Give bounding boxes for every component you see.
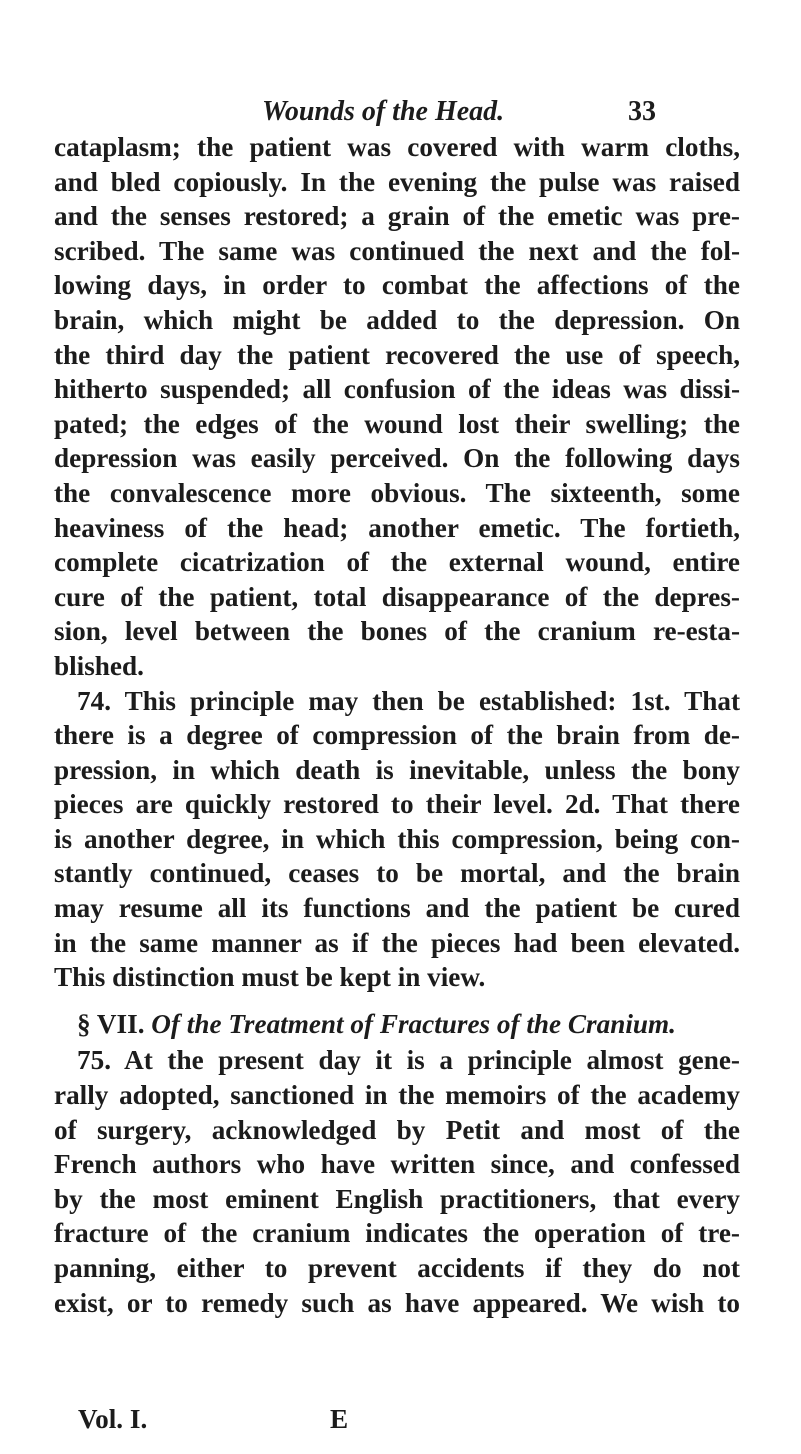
text-line: lowing days, in order to combat the affections of the [54, 270, 740, 301]
text-line: cure of the patient, total disappearance of the depres- [54, 581, 740, 612]
text-line: the convalescence more obvious. The sixteenth, some [54, 477, 740, 508]
text-line: scribed. The same was continued the next and the fol- [54, 235, 740, 266]
paragraph-74-first-line: 74. This principle may then be established: 1st. That [77, 685, 740, 716]
text-line: French authors who have written since, and confessed [54, 1149, 740, 1180]
text-line: exist, or to remedy such as have appeared. We wish to [54, 1287, 740, 1318]
text-line: complete cicatrization of the external wound, entire [54, 547, 740, 578]
body-text [54, 130, 740, 1320]
text-line: fracture of the cranium indicates the operation of tre- [54, 1218, 740, 1249]
text-line: heaviness of the head; another emetic. The fortieth, [54, 512, 740, 543]
text-line: pated; the edges of the wound lost their swelling; the [54, 408, 740, 439]
text-line: may resume all its functions and the patient be cured [54, 893, 740, 924]
signature-mark: E [330, 1404, 349, 1434]
text-line: brain, which might be added to the depression. On [54, 304, 740, 335]
text-line: This distinction must be kept in view. [54, 962, 486, 993]
text-line: blished. [54, 650, 144, 681]
page-footer [78, 1402, 349, 1436]
text-line: and bled copiously. In the evening the pulse was raised [54, 166, 740, 197]
text-line: the third day the patient recovered the use of speech, [54, 339, 740, 370]
section-heading [54, 1007, 740, 1042]
text-line: by the most eminent English practitioners, that every [54, 1183, 740, 1214]
page-number: 33 [628, 96, 656, 127]
text-line: sion, level between the bones of the cranium re-esta- [54, 616, 740, 647]
text-line: there is a degree of compression of the brain from de- [54, 720, 740, 751]
section-title: Of the Treatment of Fractures of the Cranium. [151, 1008, 676, 1039]
paragraph-75-first-line: 75. At the present day it is a principle almost gene- [77, 1045, 740, 1076]
text-line: pieces are quickly restored to their level. 2d. That there [54, 789, 740, 820]
text-line: is another degree, in which this compression, being con- [54, 823, 740, 854]
text-line: of surgery, acknowledged by Petit and most of the [54, 1114, 740, 1145]
text-line: stantly continued, ceases to be mortal, and the brain [54, 858, 740, 889]
running-head-title: Wounds of the Head. [262, 96, 505, 127]
text-line: cataplasm; the patient was covered with warm cloths, [54, 132, 740, 162]
text-line: and the senses restored; a grain of the emetic was pre- [54, 201, 740, 232]
volume-label: Vol. I. [78, 1404, 148, 1434]
text-line: in the same manner as if the pieces had been elevated. [54, 927, 740, 958]
text-line: rally adopted, sanctioned in the memoirs of the academy [54, 1080, 740, 1111]
text-line: pression, in which death is inevitable, unless the bony [54, 754, 740, 785]
text-line: hitherto suspended; all confusion of the ideas was dissi- [54, 374, 740, 405]
text-line: depression was easily perceived. On the following days [54, 443, 740, 474]
text-line: panning, either to prevent accidents if they do not [54, 1253, 740, 1283]
running-head [262, 96, 722, 128]
section-mark: § VII. [77, 1008, 145, 1039]
